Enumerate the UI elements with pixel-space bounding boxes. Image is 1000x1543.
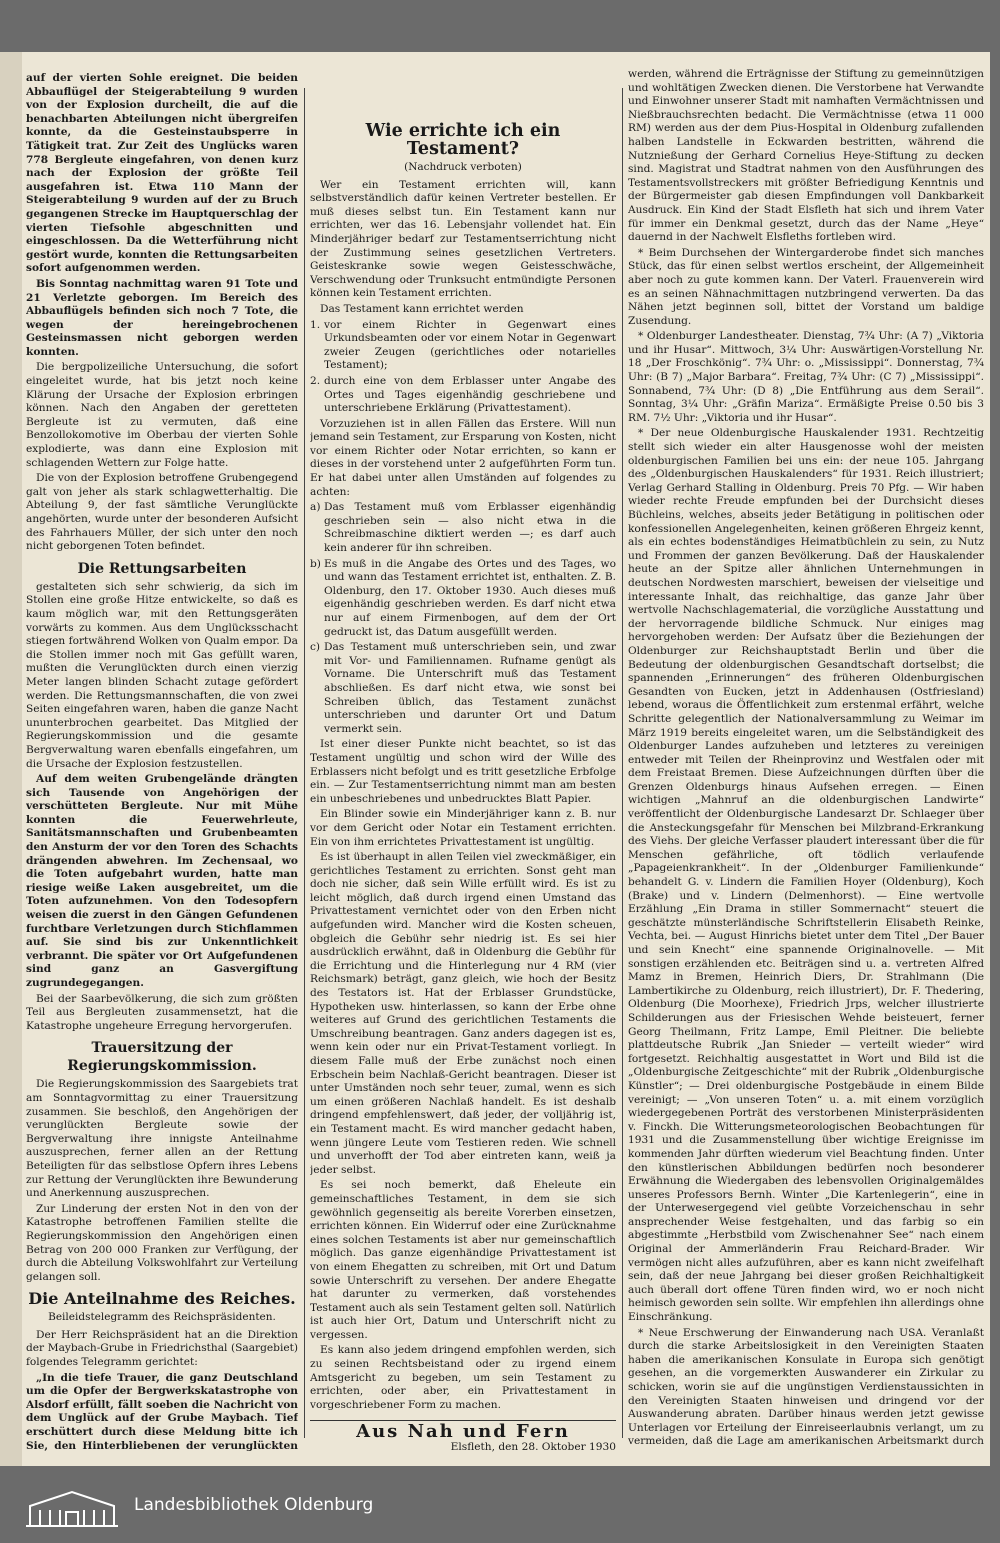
numbered-list (310, 319, 616, 416)
paragraph: Das Testament kann errichtet werden (320, 302, 524, 315)
list-item: 2. durch eine von dem Erblasser unter Angabe des Ortes und Tages eigenhändig geschriebene und unterschriebene Erklärung (Privattestament). (310, 374, 616, 415)
paragraph: Bis Sonntag nachmittag waren 91 Tote und 21 Verletzte geborgen. Im Bereich des Abbauflügels befinden sich noch 7 Tote, die wegen der hereingebrochenen Gesteinsmassen nicht geborgen werden konnten. (26, 277, 298, 358)
adjacent-page-edge (0, 52, 24, 1466)
paragraph: Wer ein Testament errichten will, kann selbstverständlich dafür keinen Vertreter bestellen. Er muß dieses selbst tun. Ein Testament kann nur errichten, wer das 16. Lebensjahr vollendet hat. Ein Minderjähriger bedarf zur Testamentserrichtung nicht der Zustimmung seines gesetzlichen Vertreters. Geisteskranke sowie wegen Geistesschwäche, Verschwendung oder Trunksucht entmündigte Personen können kein Testament errichten. (310, 178, 616, 300)
dateline: Elsfleth, den 28. Oktober 1930 (450, 1441, 616, 1452)
column-2 (310, 72, 616, 1452)
paragraph: Es kann also jedem dringend empfohlen werden, sich zu seinen Rechtsbeistand oder zu irgend einem Amtsgericht zu begeben, um sein Testament zu errichten, oder aber, ein Privattestament in vorgeschriebener Form zu machen. (310, 1344, 616, 1411)
paragraph: Der Herr Reichspräsident hat an die Direktion der Maybach-Grube in Friedrichsthal (Saargebiet) folgendes Telegramm gerichtet: (26, 1328, 298, 1369)
section-heading: Die Anteilnahme des Reiches. (28, 1289, 296, 1309)
sub-heading: Beileidstelegramm des Reichspräsidenten. (48, 1311, 276, 1324)
paragraph: werden, während die Erträgnisse der Stiftung zu gemeinnützigen und wohltätigen Zwecken dienen. Die Verstorbene hat Verwandte und Einwohner unserer Stadt mit namhaften Vermächtnissen und Nießbrauchsrechten bedacht. Die Vermächtnisse (etwa 11 000 RM) werden aus der dem Pius-Hospital in Oldenburg zufallenden halben Landstelle in Eckwarden bestritten, während die Nutznießung der Gerhard Cornelius Heye-Stiftung zu decken sind. Magistrat und Stadtrat nahmen von den Ausführungen des Testamentsvollstreckers mit größter Befriedigung Kenntnis und der Bürgermeister gab diesen Empfindungen voll Dankbarkeit Ausdruck. Ein Kind der Stadt Elsfleth hat sich und ihrem Vater für immer ein Denkmal gesetzt, durch das der Name „Heye“ dauernd in der Nachwelt Elsfleths fortleben wird. (628, 68, 984, 244)
news-item: * Oldenburger Landestheater. Dienstag, 7¾ Uhr: (A 7) „Viktoria und ihr Husar“. Mittwoch, 3¼ Uhr: Auswärtigen-Vorstellung Nr. 18 „Der Froschkönig“. 7¾ Uhr: o. „Mississippi“. Donnerstag, 7¾ Uhr: (B 7) „Major Barbara“. Freitag, 7¾ Uhr: (C 7) „Mississippi“. Sonnabend, 7¾ Uhr: (D 8) „Die Entführung aus dem Serail“. Sonntag, 3¼ Uhr: „Gräfin Mariza“. Ermäßigte Preise 0.50 bis 3 RM. 7½ Uhr: „Viktoria und ihr Husar“. (628, 330, 984, 424)
newspaper-page (22, 52, 990, 1466)
news-item: * Beim Durchsehen der Wintergarderobe findet sich manches Stück, das für einen selbst wertlos erscheint, der Allgemeinheit aber noch zu gute kommen kann. Der Vaterl. Frauenverein wird es an seinen Nähnachmittagen nutzbringend verwerten. Da das Nähen jetzt beginnen soll, bittet der Vorstand um baldige Zusendung. (628, 246, 984, 327)
paragraph: Die bergpolizeiliche Untersuchung, die sofort eingeleitet wurde, hat bis jetzt noch keine Klärung der Ursache der Explosion erbringen können. Nach den Angaben der geretteten Bergleute ist zu vermuten, daß eine Benzollokomotive im Oberbau der vierten Sohle explodierte, was dann eine Explosion mit schlagenden Wettern zur Folge hatte. (26, 361, 298, 469)
list-item: a) Das Testament muß vom Erblasser eigenhändig geschrieben sein — also nicht etwa in die Schreibmaschine diktiert werden —; es darf auch kein anderer für ihn schreiben. (310, 501, 616, 555)
paragraph: gestalteten sich sehr schwierig, da sich im Stollen eine große Hitze entwickelte, so daß es kaum möglich war, mit den Rettungsgeräten vorwärts zu kommen. Aus dem Unglücksschacht stiegen fortwährend Wolken von Qualm empor. Da die Stollen immer noch mit Gas gefüllt waren, mußten die Verunglückten durch einen vierzig Meter langen blinden Schacht zutage gefördert werden. Die Rettungsmannschaften, die von zwei Seiten eingefahren waren, haben die ganze Nacht ununterbrochen gearbeitet. Das Mitglied der Regierungskommission und die gesamte Bergverwaltung waren ebenfalls eingefahren, um die Ursache der Explosion festzustellen. (26, 580, 298, 770)
news-item: * Neue Erschwerung der Einwanderung nach USA. Veranlaßt durch die starke Arbeitslosigkeit in den Vereinigten Staaten haben die amerikanischen Konsulate in Europa sich genötigt gesehen, an die vorgemerkten Auswanderer ein Zirkular zu schicken, worin sie auf die ungünstigen Verdienstaussichten in den Vereinigten Staaten hinweisen und dringend vor der Auswanderung abraten. Darüber hinaus werden jetzt gewisse Unterlagen vor Erteilung der Einreiseerlaubnis verlangt, um zu vermeiden, daß die Lage am amerikanischen Arbeitsmarkt durch (628, 1326, 984, 1448)
paragraph: Ist einer dieser Punkte nicht beachtet, so ist das Testament ungültig und schon wird der Wille des Erblassers nicht befolgt und es tritt gesetzliche Erbfolge ein. — Zur Testamentserrichtung nimmt man am besten ein unbeschriebenes und unbedrucktes Blatt Papier. (310, 738, 616, 805)
local-news-masthead: Aus Nah und Fern (356, 1421, 570, 1443)
section-heading: Die Rettungsarbeiten (77, 560, 247, 577)
paragraph: Auf dem weiten Grubengelände drängten sich Tausende von Angehörigen der verschütteten Bergleute. Nur mit Mühe konnten die Feuerwehrleute, Sanitätsmannschaften und Grubenbeamten den Ansturm der vor den Toren des Schachts drängenden abwehren. Im Zechensaal, wo die Toten aufgebahrt wurden, hatte man riesige weiße Laken ausgebreitet, um die Toten aufzunehmen. Von den Todesopfern weisen die zuerst in den Gängen Gefundenen furchtbare Verletzungen durch Stichflammen auf. Sie sind bis zur Unkenntlichkeit verbrannt. Die später vor Ort Aufgefundenen sind ganz an Gasvergiftung zugrundegegangen. (26, 773, 298, 989)
paragraph: Zur Linderung der ersten Not in den von der Katastrophe betroffenen Familien stellte die Regierungskommission den Angehörigen einen Betrag von 200 000 Franken zur Verfügung, der durch die Abteilung Volkswohlfahrt zur Verteilung gelangen soll. (26, 1202, 298, 1283)
news-item: * Der neue Oldenburgische Hauskalender 1931. Rechtzeitig stellt sich wieder ein alter Hausgenosse wohl der meisten oldenburgischen Familien bei uns ein: der neue 105. Jahrgang des „Oldenburgischen Hauskalenders“ für 1931. Reich illustriert; Verlag Gerhard Stalling in Oldenburg. Preis 70 Pfg. — Wir haben wieder rechte Freude empfunden bei der Durchsicht dieses Büchleins, welches, abseits jeder Betätigung in politischen oder konfessionellen Angelegenheiten, keinen größeren Ehrgeiz kennt, als ein echtes bodenständiges Heimatbüchlein zu sein, zu Nutz und Frommen der ganzen Bevölkerung. Daß der Hauskalender heute an der Spitze aller ähnlichen Unternehmungen in deutschen Nordwesten marschiert, beweisen der vielseitige und interessante Inhalt, das reichhaltige, das ganze Jahr über wertvolle Nachschlagematerial, die vorzügliche Ausstattung und der hervorragende bildliche Schmuck. Nur einiges mag hervorgehoben werden: Der Aufsatz über die Beziehungen der Oldenburger zur Reichshauptstadt Berlin und über die Bedeutung der oldenburgischen Gesandtschaft dortselbst; die spannenden „Erinnerungen“ des früheren Oldenburgischen Gesandten von Eucken, jetzt in Addenhausen (Ostfriesland) lebend, woraus die Öffentlichkeit zum erstenmal erfährt, welche Schritte gelegentlich der Nationalversammlung zu Weimar im März 1919 bereits eingeleitet waren, um die Selbständigkeit des Oldenburger Landes aufzuheben und letzteres zu vereinigen entweder mit Teilen der Rheinprovinz und Westfalen oder mit dem Freistaat Bremen. Diese Aufzeichnungen dürften über die Grenzen Oldenburgs hinaus Aufsehen erregen. — Einen wichtigen „Mahnruf an die oldenburgischen Landwirte“ veröffentlicht der Oldenburgische Landesarzt Dr. Schlaeger über die Ansteckungsgefahr für Menschen bei Milzbrand-Erkrankung des Viehs. Der gleiche Verfasser plaudert interessant über die für Menschen gefährliche, oft tödlich verlaufende „Papageienkrankheit“. In der „Oldenburger Familienkunde“ behandelt G. v. Lindern die Familien Hoyer (Oldenburg), Koch (Brake) und v. Lindern (Delmenhorst). — Eine wertvolle Erzählung „Ein Drama in stiller Sommernacht“ steuert die geschätzte münsterländische Schriftstellerin Elisabeth Reinke, Vechta, bei. — August Hinrichs bietet unter dem Titel „Der Bauer und sein Knecht“ eine spannende Originalnovelle. — Mit sonstigen erzählenden etc. Beiträgen sind u. a. vertreten Alfred Mamz in Bremen, Heinrich Diers, Dr. Strahlmann (Die Lambertikirche zu Oldenburg, reich illustriert), Dr. F. Thedering, Oldenburg (Die Moorhexe), Friedrich Jrps, welcher illustrierte Schilderungen aus der Friesischen Wehde beisteuert, ferner Georg Theilmann, Fritz Lampe, Emil Pleitner. Die beliebte plattdeutsche Rubrik „Jan Snieder — verteilt wieder“ wird fortgesetzt. Reichhaltig ausgestattet in Wort und Bild ist die „Oldenburgische Zeitgeschichte“ mit der Rubrik „Oldenburgische Künstler“; — Drei oldenburgische Postgebäude in einem Bilde vereinigt; — „Von unseren Toten“ u. a. mit einem vorzüglich wiedergegebenen Porträt des verstorbenen Ministerpräsidenten v. Finckh. Die Witterungsmeteorologischen Beobachtungen für 1931 und die Zusammenstellung über wichtige Ereignisse im kommenden Jahr dürften wiederum viel Beachtung finden. Unter den künstlerischen Abbildungen bedürfen noch besonderer Erwähnung die Wiedergaben des lebensvollen Originalgemäldes unseres Professors Bernh. Winter „Die Kartenlegerin“, eine in der Unterwesergegend viel geübte Vorzeichenschau in sehr ansprechender Weise festgehalten, und das farbig so ein abgestimmte „Herbstbild vom Zwischenahner See“ nach einem Original der Ammerländerin Frau Reichard-Brader. Wir vermögen nicht alles aufzuführen, aber es kann nicht zweifelhaft sein, daß der neue Jahrgang bei dieser großen Reichhaltigkeit auch überall dort offene Türen finden wird, wo er noch nicht heimisch geworden sein sollte. Wir empfehlen ihn allerdings ohne Einschränkung. (628, 427, 984, 1324)
library-building-icon (22, 1486, 122, 1530)
paragraph: Es sei noch bemerkt, daß Eheleute ein gemeinschaftliches Testament, in dem sie sich gewöhnlich gegenseitig als bereite Vorerben einsetzen, errichten können. Ein Widerruf oder eine Zurücknahme eines solchen Testaments ist aber nur gemeinschaftlich möglich. Das ganze eigenhändige Privattestament ist von einem Ehegatten zu schreiben, mit Ort und Datum sowie Unterschrift zu versehen. Der andere Ehegatte hat darunter zu vermerken, daß vorstehendes Testament auch als sein Testament gelten soll. Natürlich ist auch hier Ort, Datum und Unterschrift nicht zu vergessen. (310, 1179, 616, 1341)
column-1 (26, 72, 298, 1452)
article-title: Wie errichte ich ein Testament? (365, 121, 561, 159)
paragraph: Es ist überhaupt in allen Teilen viel zweckmäßiger, ein gerichtliches Testament zu errichten. Sonst geht man doch nie sicher, daß sein Wille erfüllt wird. Es ist zu leicht möglich, daß durch irgend einen Umstand das Privattestament vernichtet oder von den Erben nicht aufgefunden wird. Mancher wird die Kosten scheuen, obgleich die Gebühr sehr niedrig ist. Es sei hier ausdrücklich erwähnt, daß in Oldenburg die Gebühr für die Errichtung und die Hinterlegung nur 4 RM (vier Reichsmark) beträgt, ganz gleich, wie hoch der Besitz des Testators ist. Hat der Erblasser Grundstücke, Hypotheken usw. hinterlassen, so kann der Erbe ohne weiteres auf Grund des gerichtlichen Testaments die Umschreibung beantragen. Ganz anders dagegen ist es, wenn kein oder nur ein Privat-Testament vorliegt. In diesem Falle muß der Erbe zunächst noch einen Erbschein beim Nachlaß-Gericht beantragen. Dieser ist unter Umständen noch sehr teuer, zumal, wenn es sich um einen größeren Nachlaß handelt. Es ist deshalb dringend empfehlenswert, daß jeder, der volljährig ist, ein Testament macht. Es wird mancher gedacht haben, wenn jüngere Leute vom Testieren reden. Wie schnell und unverhofft der Tod aber eintreten kann, weiß ja jeder selbst. (310, 851, 616, 1176)
footer-bar (0, 1478, 1000, 1543)
paragraph: Die Regierungskommission des Saargebiets trat am Sonntagvormittag zu einer Trauersitzung zusammen. Sie beschloß, den Angehörigen der verunglückten Bergleute sowie der Bergverwaltung ihre innigste Anteilnahme auszusprechen, ferner allen an der Rettung Beteiligten für das selbstlose Opfern ihres Lebens zur Rettung der Verunglückten ihre Bewunderung und Anerkennung auszusprechen. (26, 1078, 298, 1200)
paragraph: Die von der Explosion betroffene Grubengegend galt von jeher als stark schlagwetterhaltig. Die Abteilung 9, der fast sämtliche Verunglückte angehörten, wurde unter der besonderen Aufsicht des Fahrhauers Müller, der sich unter den noch nicht geborgenen Toten befindet. (26, 472, 298, 553)
column-rule (304, 88, 305, 1438)
paragraph: auf der vierten Sohle ereignet. Die beiden Abbauflügel der Steigerabteilung 9 wurden von der Explosion durcheilt, die auf die benachbarten Abteilungen nicht übergreifen konnte, da die Gesteinstaubsperre in Tätigkeit trat. Zur Zeit des Unglücks waren 778 Bergleute eingefahren, von denen kurz nach der Explosion der größte Teil ausgefahren ist. Etwa 110 Mann der Steigerabteilung 9 wurden auf der zu Bruch gegangenen Strecke im Hauptquerschlag der vierten Tiefsohle abgeschnitten und eingeschlossen. Da die Wetterführung nicht gestört wurde, konnten die Rettungsarbeiten sofort aufgenommen werden. (26, 72, 298, 275)
section-heading: Trauersitzung der Regierungskommission. (67, 1040, 257, 1075)
article-subtitle: (Nachdruck verboten) (404, 161, 522, 173)
column-3 (628, 68, 984, 1448)
list-item: 1. vor einem Richter in Gegenwart eines Urkundsbeamten oder vor einem Notar in Gegenwart zweier Zeugen (gerichtliches oder notarielles Testament); (310, 318, 616, 372)
list-item: c) Das Testament muß unterschrieben sein, und zwar mit Vor- und Familiennamen. Rufname genügt als Vorname. Die Unterschrift muß das Testament abschließen. Es darf nicht etwa, wie sonst bei Schreiben üblich, das Testament zunächst unterschrieben und darunter Ort und Datum vermerkt sein. (310, 641, 616, 735)
lettered-list (310, 501, 616, 736)
column-rule (622, 88, 623, 1438)
paragraph: „In die tiefe Trauer, die ganz Deutschland um die Opfer der Bergwerkskatastrophe von Alsdorf erfüllt, fällt soeben die Nachricht von dem Unglück auf der Grube Maybach. Tief erschüttert durch diese Meldung bitte ich Sie, den Hinterbliebenen der verunglückten (26, 1371, 298, 1452)
institution-name: Landesbibliothek Oldenburg (134, 1495, 374, 1515)
paragraph: Vorzuziehen ist in allen Fällen das Erstere. Will nun jemand sein Testament, zur Ersparung von Kosten, nicht vor einem Richter oder Notar errichten, so kann er dieses in der vorstehend unter 2 aufgeführten Form tun. Er hat dabei unter allen Umständen auf folgendes zu achten: (310, 417, 616, 498)
list-item: b) Es muß in die Angabe des Ortes und des Tages, wo und wann das Testament errichtet ist, enthalten. Z. B. Oldenburg, den 17. Oktober 1930. Auch dieses muß eigenhändig geschrieben werden. Es darf nicht etwa nur auf einem Firmenbogen, auf dem der Ort gedruckt ist, das Datum ausgefüllt werden. (310, 557, 616, 638)
paragraph: Bei der Saarbevölkerung, die sich zum größten Teil aus Bergleuten zusammensetzt, hat die Katastrophe ungeheure Erregung hervorgerufen. (26, 992, 298, 1032)
paragraph: Ein Blinder sowie ein Minderjähriger kann z. B. nur vor dem Gericht oder Notar ein Testament errichten. Ein von ihm errichtetes Privattestament ist ungültig. (310, 808, 616, 848)
